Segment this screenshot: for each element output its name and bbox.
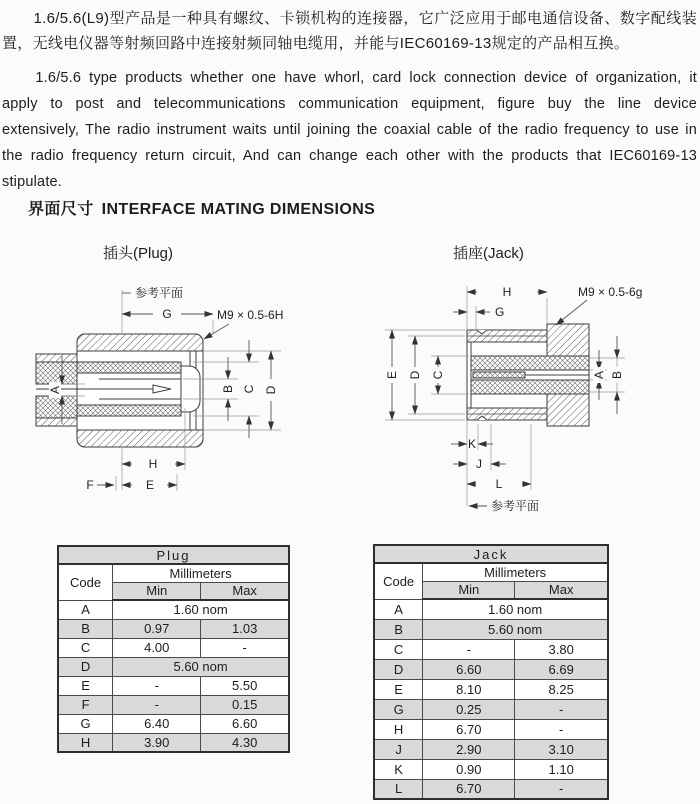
max-cell: 6.60 xyxy=(201,714,289,733)
table-row xyxy=(58,676,289,695)
unit-header: Millimeters xyxy=(423,563,608,581)
min-cell: 6.70 xyxy=(423,779,515,799)
table-row xyxy=(58,619,289,638)
jack-diagram-svg xyxy=(375,278,675,540)
jack-dim-label-e: E xyxy=(385,370,399,380)
code-cell: A xyxy=(58,600,113,619)
jack-dim-label-b: B xyxy=(610,370,624,380)
plug-dim-label-h: H xyxy=(148,457,158,471)
table-row xyxy=(374,719,608,739)
min-cell: - xyxy=(113,676,201,695)
jack-dim-label-h: H xyxy=(502,285,512,299)
max-cell: - xyxy=(201,638,289,657)
code-cell: H xyxy=(374,719,423,739)
jack-diagram-label: 插座(Jack) xyxy=(453,245,524,262)
table-row xyxy=(374,619,608,639)
code-cell: E xyxy=(58,676,113,695)
intro-paragraph-en: 1.6/5.6 type products whether one have whorl, card lock connection device of organization, it apply to post and telecommunications communication equipment, figure buy the line device extensively, The radio instrument waits until joining the coaxial cable of the radio frequency to use in the radio frequency return circuit, And can change each other with the products that IEC60169-13 stipulate. xyxy=(2,70,697,190)
min-cell: 3.90 xyxy=(113,733,201,752)
plug-dim-label-e: E xyxy=(145,478,155,492)
jack-spec-table xyxy=(373,544,609,800)
min-cell: 5.60 nom xyxy=(113,657,289,676)
min-cell: 0.97 xyxy=(113,619,201,638)
max-cell: 0.15 xyxy=(201,695,289,714)
plug-table-body xyxy=(58,600,289,752)
code-cell: L xyxy=(374,779,423,799)
table-row xyxy=(58,657,289,676)
max-cell: 8.25 xyxy=(515,679,608,699)
max-cell: 4.30 xyxy=(201,733,289,752)
max-cell: 1.03 xyxy=(201,619,289,638)
code-cell: H xyxy=(58,733,113,752)
code-cell: G xyxy=(58,714,113,733)
code-cell: J xyxy=(374,739,423,759)
code-cell: C xyxy=(58,638,113,657)
code-cell: B xyxy=(58,619,113,638)
table-row xyxy=(374,779,608,799)
max-cell: 3.10 xyxy=(515,739,608,759)
jack-ref-plane-label: 参考平面 xyxy=(491,499,540,513)
min-cell: 6.60 xyxy=(423,659,515,679)
table-row xyxy=(374,699,608,719)
table-row xyxy=(374,739,608,759)
table-row xyxy=(58,714,289,733)
plug-thread-label: M9 × 0.5-6H xyxy=(217,308,284,322)
jack-thread-label: M9 × 0.5-6g xyxy=(578,285,643,299)
code-cell: K xyxy=(374,759,423,779)
plug-diagram-label: 插头(Plug) xyxy=(103,245,174,262)
code-cell: F xyxy=(58,695,113,714)
min-cell: - xyxy=(113,695,201,714)
table-row xyxy=(374,679,608,699)
code-header: Code xyxy=(374,563,423,599)
jack-cross-section xyxy=(467,324,589,426)
table-row xyxy=(58,695,289,714)
min-cell: 8.10 xyxy=(423,679,515,699)
plug-ref-plane-label: 参考平面 xyxy=(135,286,184,300)
table-row xyxy=(374,659,608,679)
code-cell: D xyxy=(58,657,113,676)
jack-table-title: Jack xyxy=(374,545,608,563)
jack-dim-label-l: L xyxy=(495,477,503,491)
section-title-zh: 界面尺寸 xyxy=(28,201,94,218)
plug-dim-label-b: B xyxy=(221,384,235,394)
code-cell: E xyxy=(374,679,423,699)
code-cell: G xyxy=(374,699,423,719)
table-row xyxy=(374,599,608,619)
code-cell: B xyxy=(374,619,423,639)
min-cell: 5.60 nom xyxy=(423,619,608,639)
plug-spec-table xyxy=(57,545,290,753)
plug-table-title: Plug xyxy=(58,546,289,564)
min-cell: 0.90 xyxy=(423,759,515,779)
jack-dim-label-g: G xyxy=(495,305,505,319)
table-row xyxy=(374,759,608,779)
min-header: Min xyxy=(113,582,201,600)
max-header: Max xyxy=(201,582,289,600)
section-title-en: INTERFACE MATING DIMENSIONS xyxy=(101,201,376,218)
code-header: Code xyxy=(58,564,113,600)
plug-dim-label-c: C xyxy=(242,384,256,394)
jack-table-body xyxy=(374,599,608,799)
plug-diagram-svg xyxy=(33,278,343,540)
table-row xyxy=(58,600,289,619)
max-cell: - xyxy=(515,779,608,799)
max-cell: 6.69 xyxy=(515,659,608,679)
min-cell: 1.60 nom xyxy=(423,599,608,619)
max-header: Max xyxy=(515,581,608,599)
intro-section xyxy=(2,6,697,195)
section-title xyxy=(28,196,375,219)
min-cell: 6.40 xyxy=(113,714,201,733)
table-row xyxy=(374,639,608,659)
min-cell: - xyxy=(423,639,515,659)
min-cell: 0.25 xyxy=(423,699,515,719)
code-cell: A xyxy=(374,599,423,619)
max-cell: 5.50 xyxy=(201,676,289,695)
jack-dim-label-k: K xyxy=(467,437,477,451)
min-cell: 4.00 xyxy=(113,638,201,657)
min-cell: 2.90 xyxy=(423,739,515,759)
unit-header: Millimeters xyxy=(113,564,289,582)
min-header: Min xyxy=(423,581,515,599)
max-cell: 1.10 xyxy=(515,759,608,779)
code-cell: C xyxy=(374,639,423,659)
table-row xyxy=(58,638,289,657)
plug-dim-label-a: A xyxy=(48,385,62,395)
plug-dim-label-g: G xyxy=(162,307,172,321)
table-row xyxy=(58,733,289,752)
jack-dim-label-d: D xyxy=(408,370,422,380)
max-cell: 3.80 xyxy=(515,639,608,659)
min-cell: 6.70 xyxy=(423,719,515,739)
plug-dim-label-f: F xyxy=(86,478,94,492)
intro-paragraph-zh: 1.6/5.6(L9)型产品是一种具有螺纹、卡锁机构的连接器，它广泛应用于邮电通信设备、数字配线装置，无线电仪器等射频回路中连接射频同轴电缆用，并能与IEC60169-13规定的产品相互换。 xyxy=(2,10,697,52)
min-cell: 1.60 nom xyxy=(113,600,289,619)
max-cell: - xyxy=(515,699,608,719)
jack-dim-label-c: C xyxy=(431,370,445,380)
max-cell: - xyxy=(515,719,608,739)
jack-dim-label-a: A xyxy=(592,370,606,380)
plug-dim-label-d: D xyxy=(264,385,278,395)
code-cell: D xyxy=(374,659,423,679)
jack-dim-label-j: J xyxy=(476,457,482,471)
